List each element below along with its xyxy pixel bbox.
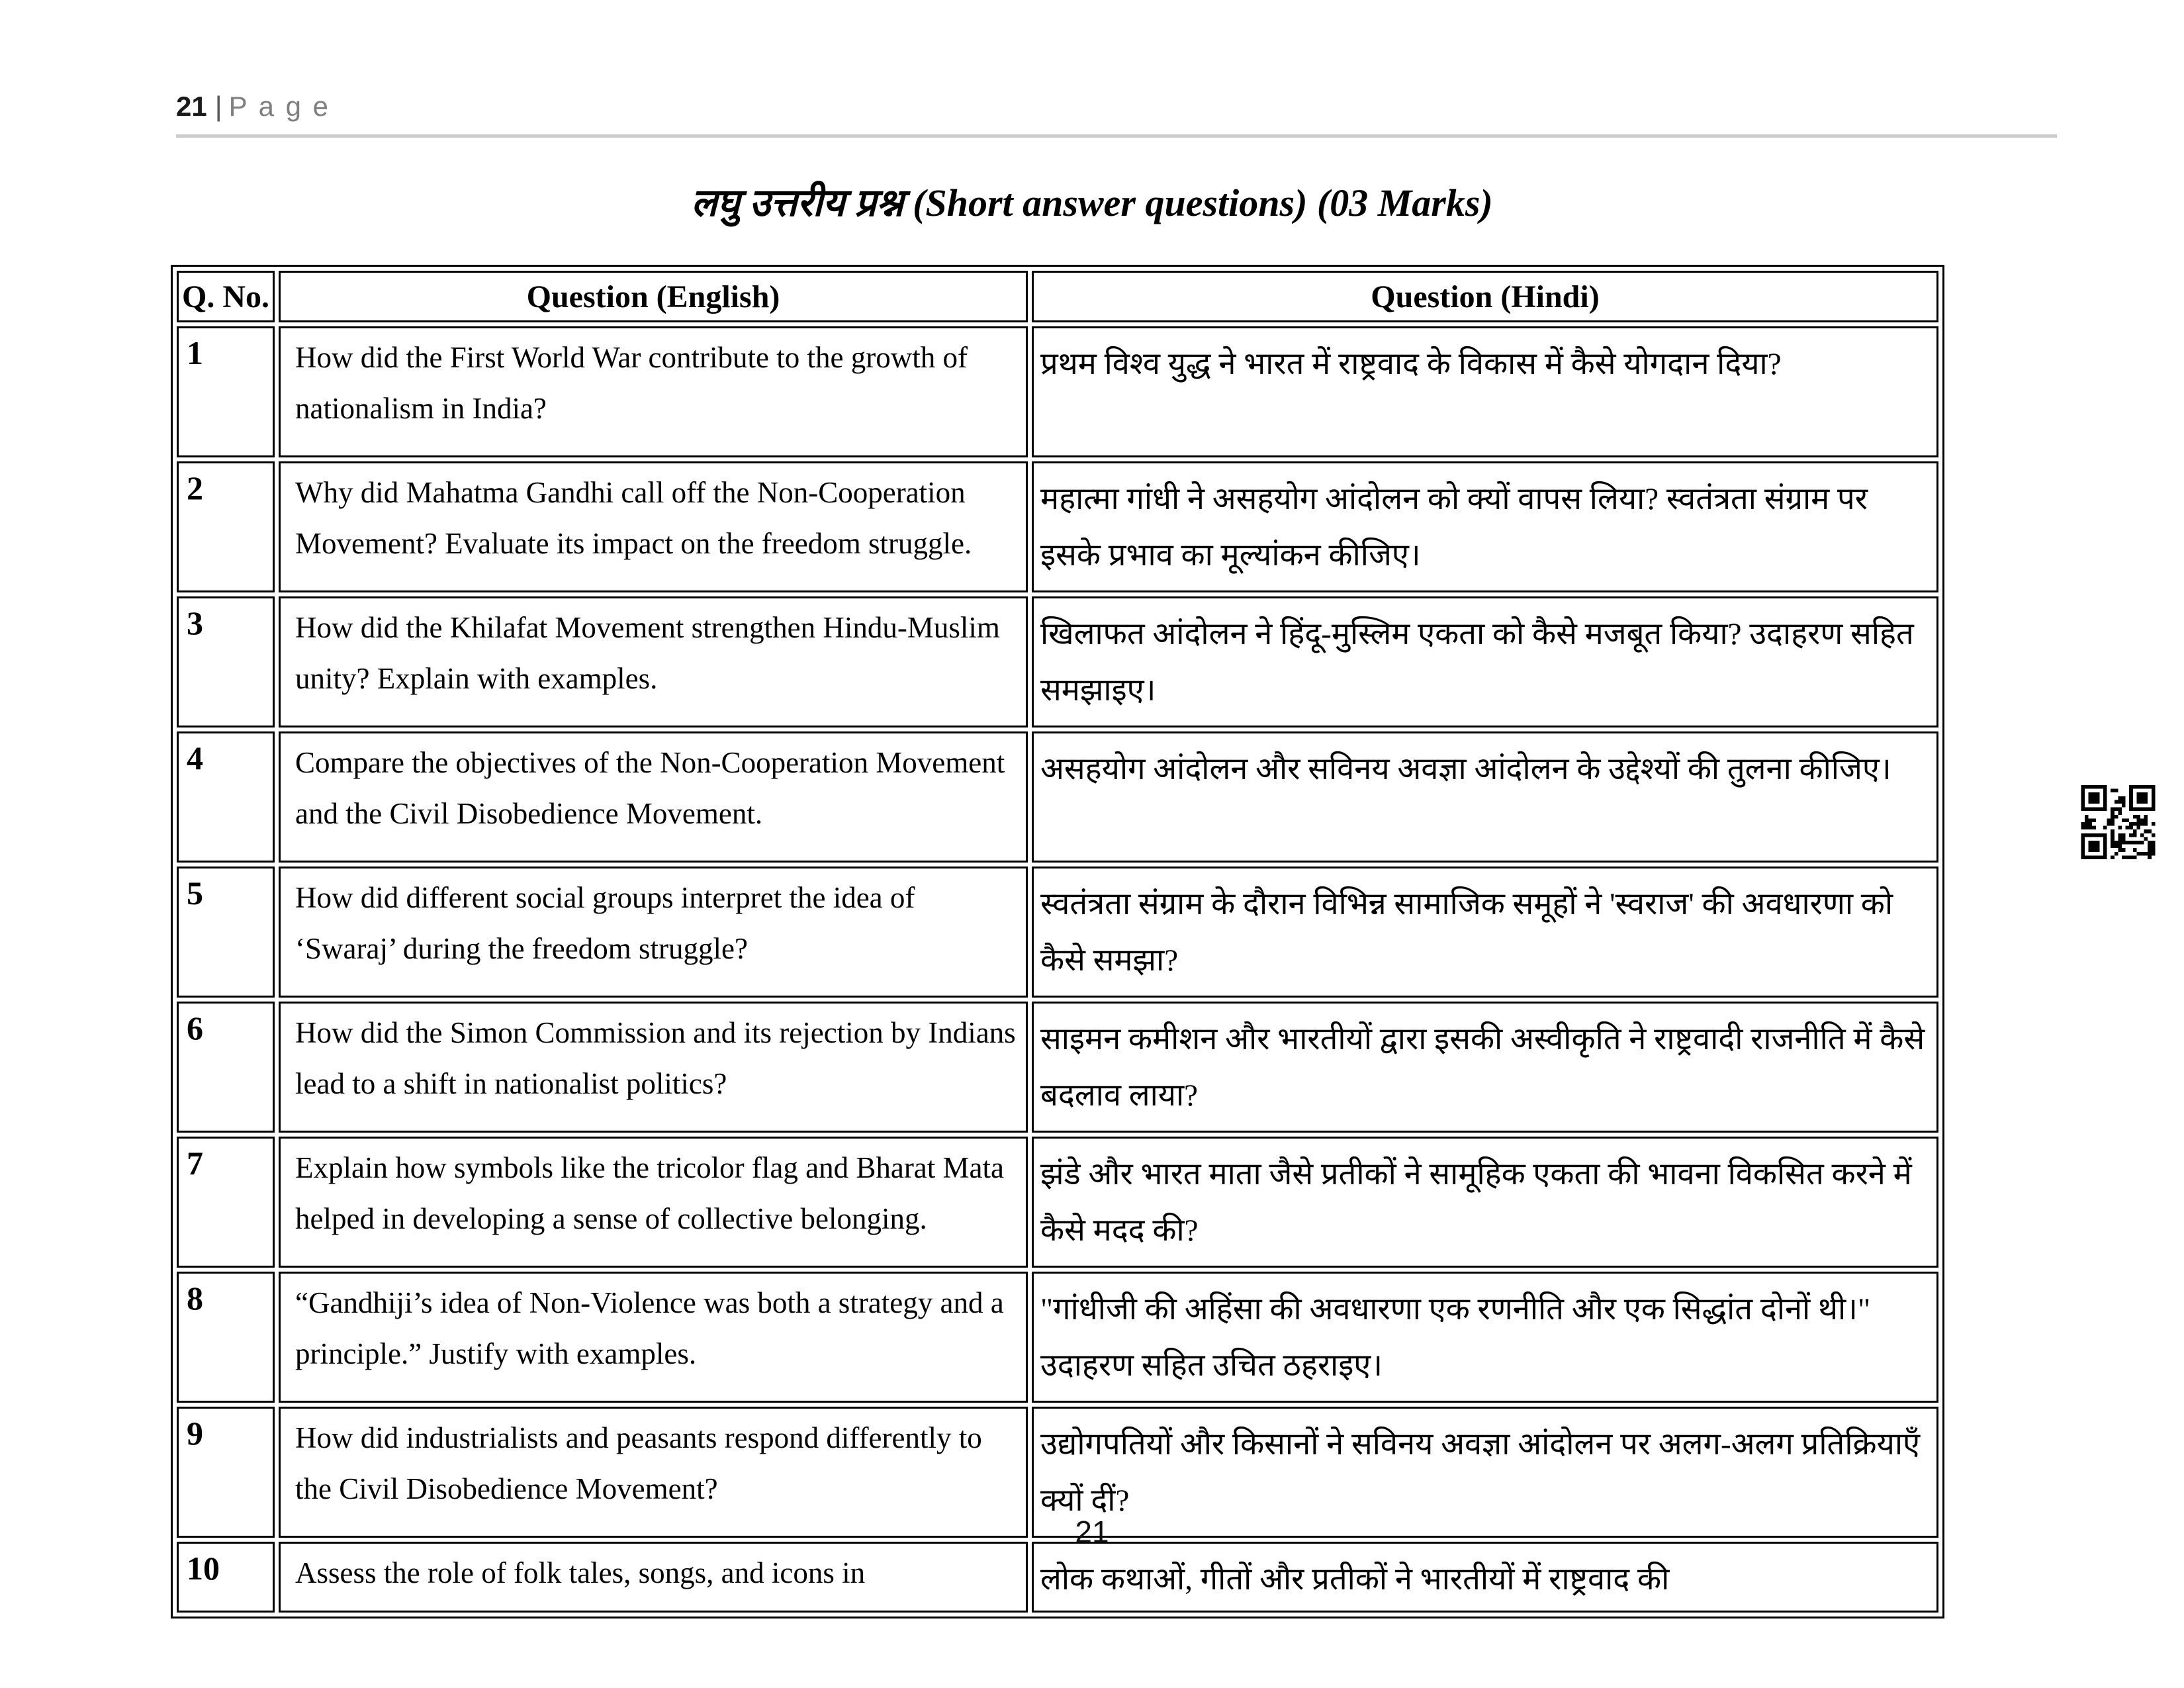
question-number: 4 (177, 731, 275, 863)
question-number: 6 (177, 1002, 275, 1133)
question-number: 1 (177, 326, 275, 457)
table-row (177, 1137, 1938, 1268)
column-header-english: Question (English) (279, 271, 1028, 322)
table-row (177, 461, 1938, 592)
header-rule (176, 134, 2057, 138)
header-separator: | (214, 91, 222, 122)
header-page-label: P a g e (228, 91, 330, 122)
section-title-hindi: लघु उत्तरीय प्रश्न (691, 181, 904, 224)
question-hindi: उद्योगपतियों और किसानों ने सविनय अवज्ञा आंदोलन पर अलग-अलग प्रतिक्रियाएँ क्यों दीं? (1032, 1407, 1938, 1538)
header-page-number: 21 (176, 91, 207, 122)
question-english: How did the Simon Commission and its rejection by Indians lead to a shift in nationalist politics? (279, 1002, 1028, 1133)
running-header (176, 93, 330, 120)
table-row (177, 867, 1938, 998)
question-english: How did the First World War contribute to the growth of nationalism in India? (279, 326, 1028, 457)
question-english: How did industrialists and peasants respond differently to the Civil Disobedience Movement? (279, 1407, 1028, 1538)
question-number: 2 (177, 461, 275, 592)
question-number: 5 (177, 867, 275, 998)
question-english: How did different social groups interpret the idea of ‘Swaraj’ during the freedom struggle? (279, 867, 1028, 998)
question-number: 8 (177, 1272, 275, 1403)
question-hindi: साइमन कमीशन और भारतीयों द्वारा इसकी अस्वीकृति ने राष्ट्रवादी राजनीति में कैसे बदलाव लाया? (1032, 1002, 1938, 1133)
question-hindi: "गांधीजी की अहिंसा की अवधारणा एक रणनीति और एक सिद्धांत दोनों थी।" उदाहरण सहित उचित ठहराइए। (1032, 1272, 1938, 1403)
question-hindi: प्रथम विश्व युद्ध ने भारत में राष्ट्रवाद के विकास में कैसे योगदान दिया? (1032, 326, 1938, 457)
question-rows (177, 326, 1938, 1613)
question-hindi: असहयोग आंदोलन और सविनय अवज्ञा आंदोलन के उद्देश्यों की तुलना कीजिए। (1032, 731, 1938, 863)
question-english: Why did Mahatma Gandhi call off the Non-Cooperation Movement? Evaluate its impact on the freedom struggle. (279, 461, 1028, 592)
question-number: 9 (177, 1407, 275, 1538)
table-row (177, 1542, 1938, 1613)
table-row (177, 1272, 1938, 1403)
question-english: Explain how symbols like the tricolor flag and Bharat Mata helped in developing a sense of collective belonging. (279, 1137, 1028, 1268)
section-title (0, 180, 2184, 226)
table-row (177, 1002, 1938, 1133)
question-english: Compare the objectives of the Non-Cooperation Movement and the Civil Disobedience Movement. (279, 731, 1028, 863)
question-english: How did the Khilafat Movement strengthen Hindu-Muslim unity? Explain with examples. (279, 596, 1028, 727)
footer-page-number: 21 (1075, 1515, 1109, 1549)
question-number: 10 (177, 1542, 275, 1613)
question-table-header (177, 271, 1938, 322)
section-title-english: (Short answer questions) (03 Marks) (913, 181, 1493, 224)
question-table (171, 265, 1944, 1618)
question-hindi: झंडे और भारत माता जैसे प्रतीकों ने सामूहिक एकता की भावना विकसित करने में कैसे मदद की? (1032, 1137, 1938, 1268)
question-number: 7 (177, 1137, 275, 1268)
question-hindi: स्वतंत्रता संग्राम के दौरान विभिन्न सामाजिक समूहों ने 'स्वराज' की अवधारणा को कैसे समझा? (1032, 867, 1938, 998)
column-header-qno: Q. No. (177, 271, 275, 322)
question-number: 3 (177, 596, 275, 727)
column-header-hindi: Question (Hindi) (1032, 271, 1938, 322)
question-hindi: खिलाफत आंदोलन ने हिंदू-मुस्लिम एकता को कैसे मजबूत किया? उदाहरण सहित समझाइए। (1032, 596, 1938, 727)
question-hindi: महात्मा गांधी ने असहयोग आंदोलन को क्यों वापस लिया? स्वतंत्रता संग्राम पर इसके प्रभाव का मूल्यांकन कीजिए। (1032, 461, 1938, 592)
table-row (177, 326, 1938, 457)
qr-code (2081, 785, 2163, 859)
table-row (177, 596, 1938, 727)
question-hindi: लोक कथाओं, गीतों और प्रतीकों ने भारतीयों में राष्ट्रवाद की (1032, 1542, 1938, 1613)
question-english: Assess the role of folk tales, songs, and icons in (279, 1542, 1028, 1613)
header-row (177, 271, 1938, 322)
question-english: “Gandhiji’s idea of Non-Violence was both a strategy and a principle.” Justify with examples. (279, 1272, 1028, 1403)
table-row (177, 731, 1938, 863)
